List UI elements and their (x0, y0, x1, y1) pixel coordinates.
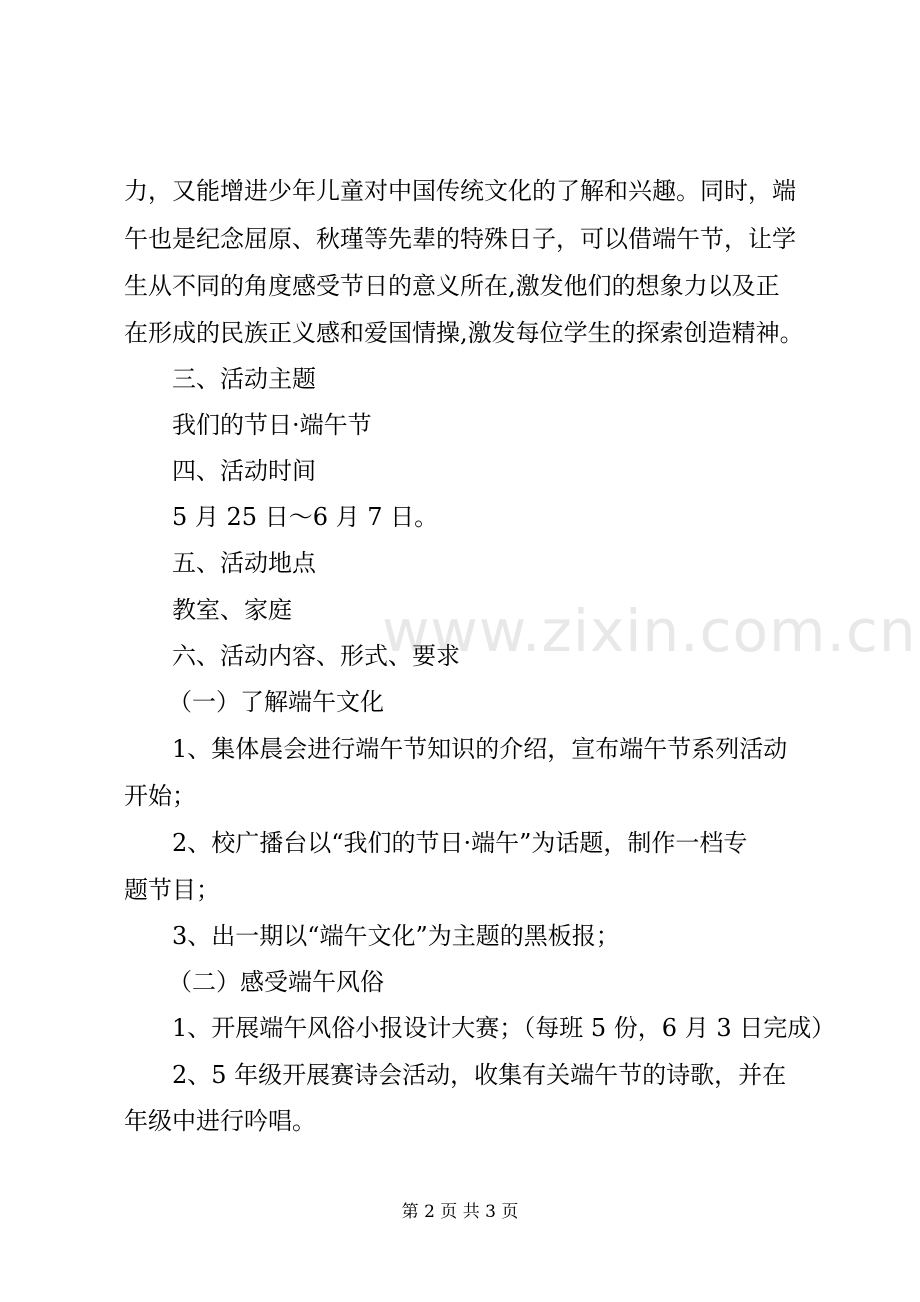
paragraph-line: 生从不同的角度感受节日的意义所在,激发他们的想象力以及正 (124, 272, 780, 300)
section-heading-content: 六、活动内容、形式、要求 (172, 642, 460, 670)
list-item-continuation: 开始； (124, 782, 196, 810)
page-footer: 第 2 页 共 3 页 (401, 1202, 519, 1222)
watermark: www.zixin.com.cn (382, 597, 917, 665)
subsection-heading-2: （二）感受端午风俗 (168, 968, 384, 996)
section-heading-theme: 三、活动主题 (172, 365, 316, 393)
list-item-continuation: 题节目； (124, 876, 220, 904)
list-item-continuation: 年级中进行吟唱。 (124, 1107, 316, 1135)
section-heading-location: 五、活动地点 (172, 549, 316, 577)
list-item: 2、校广播台以“我们的节日·端午”为话题，制作一档专 (172, 829, 748, 857)
paragraph-line: 力，又能增进少年儿童对中国传统文化的了解和兴趣。同时，端 (124, 177, 796, 205)
paragraph-line: 午也是纪念屈原、秋瑾等先辈的特殊日子，可以借端午节，让学 (124, 225, 796, 253)
list-item: 1、开展端午风俗小报设计大赛；（每班 5 份，6 月 3 日完成） (172, 1014, 836, 1042)
list-item: 3、出一期以“端午文化”为主题的黑板报； (172, 922, 620, 950)
subsection-heading-1: （一）了解端午文化 (168, 688, 384, 716)
location-text: 教室、家庭 (172, 596, 292, 624)
time-text: 5 月 25 日～6 月 7 日。 (172, 503, 439, 531)
list-item: 1、集体晨会进行端午节知识的介绍，宣布端午节系列活动 (172, 735, 788, 763)
paragraph-line: 在形成的民族正义感和爱国情操,激发每位学生的探索创造精神。 (124, 319, 804, 347)
section-heading-time: 四、活动时间 (172, 457, 316, 485)
list-item: 2、5 年级开展赛诗会活动，收集有关端午节的诗歌，并在 (172, 1061, 787, 1089)
theme-text: 我们的节日·端午节 (172, 411, 372, 439)
